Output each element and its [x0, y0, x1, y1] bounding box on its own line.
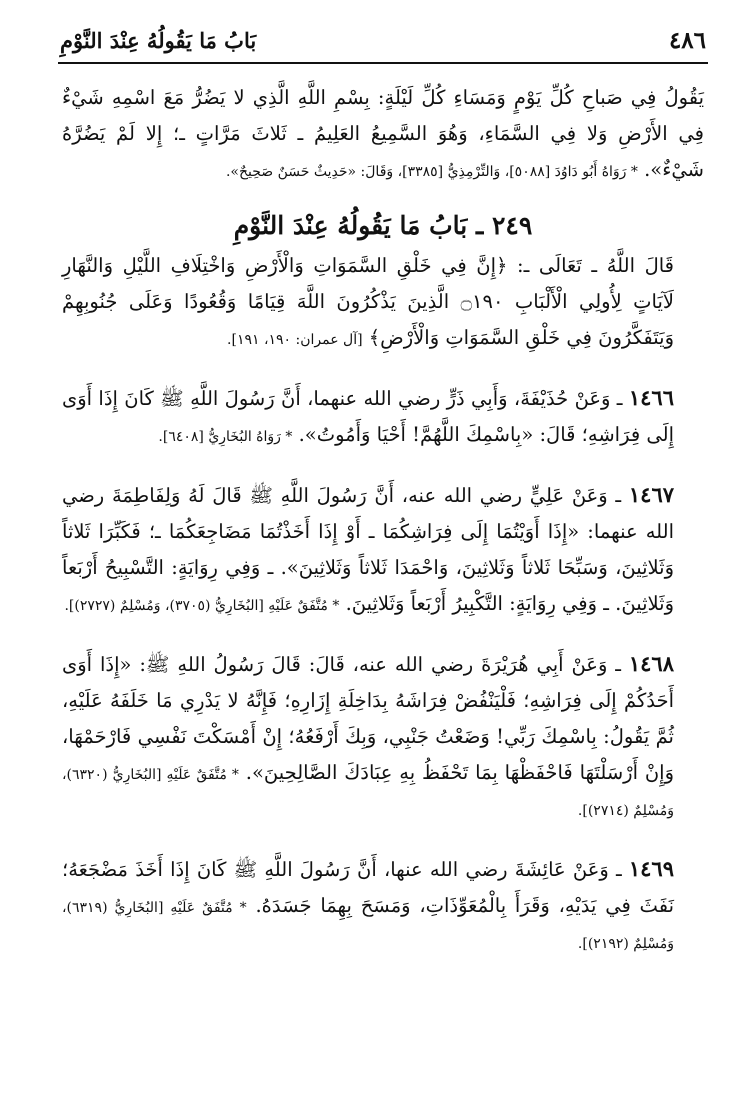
hadith-reference: * مُتَّفَقٌ عَلَيْهِ [البُخَارِيُّ (٦٣١٩)، وَمُسْلِمٌ (٢١٩٢)]. — [62, 900, 674, 952]
hadith-reference: * مُتَّفَقٌ عَلَيْهِ [البُخَارِيُّ (٦٣٢٠)، وَمُسْلِمٌ (٢٧١٤)]. — [62, 767, 674, 819]
hadith-number: ١٤٦٧ — [628, 482, 675, 507]
running-title: بَابُ مَا يَقُولُهُ عِنْدَ النَّوْمِ — [60, 27, 257, 53]
hadith-text: ـ وَعَنْ عَلِيٍّ رضي الله عنه، أَنَّ رَسُولَ اللَّهِ ﷺ قَالَ لَهُ وَلِفَاطِمَةَ رضي الله عنهما: «إِذَا أَوَيْتُمَا إِلَى فِرَاشِكُمَا ـ أَوْ إِذَا أَخَذْتُمَا مَضَاجِعَكُمَا ـ؛ فَكَبِّرَا ثَلاثاً وَثَلاثِينَ، وَسَبِّحَا ثَلاثاً وَثَلاثِينَ، وَاحْمَدَا ثَلاثاً وَثَلاثِينَ». ـ وَفِي رِوَايَةٍ: التَّسْبِيحُ أَرْبَعاً وَثَلاثِينَ. ـ وَفِي رِوَايَةٍ: التَّكْبِيرُ أَرْبَعاً وَثَلاثِينَ. — [62, 484, 674, 615]
hadith-1467 — [62, 465, 704, 622]
chapter-verse-text: قَالَ اللَّهُ ـ تَعَالَى ـ: ﴿إِنَّ فِي خَلْقِ السَّمَوَاتِ وَالْأَرْضِ وَاخْتِلَافِ اللَّيْلِ وَالنَّهَارِ لَآيَاتٍ لِأُولِي الْأَلْبَابِ ۝١٩٠ الَّذِينَ يَذْكُرُونَ اللَّهَ قِيَامًا وَقُعُودًا وَعَلَى جُنُوبِهِمْ وَيَتَفَكَّرُونَ فِي خَلْقِ السَّمَوَاتِ وَالْأَرْضِ﴾ — [62, 254, 674, 349]
carryover-paragraph — [62, 80, 704, 188]
hadith-number: ١٤٦٩ — [628, 856, 674, 881]
hadith-text: ـ وَعَنْ عَائِشَةَ رضي الله عنها، أَنَّ رَسُولَ اللَّهِ ﷺ كَانَ إِذَا أَخَذَ مَضْجَعَهُ؛ نَفَثَ فِي يَدَيْهِ، وَقَرَأَ بِالْمُعَوِّذَاتِ، وَمَسَحَ بِهِمَا جَسَدَهُ. — [62, 858, 674, 917]
hadith-paragraph — [62, 477, 704, 622]
hadith-1466 — [62, 368, 704, 453]
hadith-number: ١٤٦٨ — [628, 651, 674, 676]
chapter-title: ٢٤٩ ـ بَابُ مَا يَقُولُهُ عِنْدَ النَّوْمِ — [233, 211, 533, 240]
hadith-reference: * رَوَاهُ البُخَارِيُّ [٦٤٠٨]. — [158, 429, 293, 445]
hadith-1469 — [62, 839, 704, 960]
hadith-number: ١٤٦٦ — [628, 385, 674, 410]
hadith-reference: * مُتَّفَقٌ عَلَيْهِ [البُخَارِيُّ (٣٧٠٥)، وَمُسْلِمٌ (٢٧٢٧)]. — [64, 598, 340, 614]
carryover-reference: * رَوَاهُ أَبُو دَاوُدَ [٥٠٨٨]، وَالتِّرْمِذِيُّ [٣٣٨٥]، وَقَالَ: «حَدِيثٌ حَسَنٌ صَحِيحٌ». — [225, 164, 638, 180]
hadith-text: ـ وَعَنْ حُذَيْفَةَ، وَأَبِي ذَرٍّ رضي الله عنهما، أَنَّ رَسُولَ اللَّهِ ﷺ كَانَ إِذَا أَوَى إِلَى فِرَاشِهِ؛ قَالَ: «بِاسْمِكَ اللَّهُمَّ! أَحْيَا وَأَمُوتُ». — [62, 387, 674, 446]
chapter-verse-paragraph — [62, 248, 704, 356]
hadith-paragraph — [62, 851, 704, 960]
chapter-verse-reference: [آل عمران: ١٩٠، ١٩١]. — [227, 332, 363, 348]
hadith-paragraph — [62, 646, 704, 827]
header-divider — [58, 62, 708, 64]
page-header — [60, 22, 706, 58]
page-number: ٤٨٦ — [668, 26, 706, 54]
hadith-text: ـ وَعَنْ أَبِي هُرَيْرَةَ رضي الله عنه، قَالَ: قَالَ رَسُولُ اللهِ ﷺ: «إِذَا أَوَى أَحَدُكُمْ إِلَى فِرَاشِهِ؛ فَلْيَنْفُضْ فِرَاشَهُ بِدَاخِلَةِ إِزَارِهِ؛ فَإِنَّهُ لا يَدْرِي مَا خَلَفَهُ عَلَيْهِ، ثُمَّ يَقُولُ: بِاسْمِكَ رَبِّي! وَضَعْتُ جَنْبِي، وَبِكَ أَرْفَعُهُ؛ إِنْ أَمْسَكْتَ نَفْسِي فَارْحَمْهَا، وَإِنْ أَرْسَلْتَهَا فَاحْفَظْهَا بِمَا تَحْفَظُ بِهِ عِبَادَكَ الصَّالِحِينَ». — [62, 653, 675, 784]
page-content — [62, 80, 704, 960]
hadith-1468 — [62, 634, 704, 827]
carryover-text: يَقُولُ فِي صَباحِ كُلِّ يَوْمٍ وَمَسَاءِ كُلِّ لَيْلَةٍ: بِسْمِ اللَّهِ الَّذِي لا يَضُرُّ مَعَ اسْمِهِ شَيْءٌ فِي الأَرْضِ وَلا فِي السَّمَاءِ، وَهُوَ السَّمِيعُ العَلِيمُ ـ ثَلاثَ مَرَّاتٍ ـ؛ إِلا لَمْ يَضُرَّهُ شَيْءٌ». — [62, 86, 704, 181]
hadith-paragraph — [62, 380, 704, 453]
